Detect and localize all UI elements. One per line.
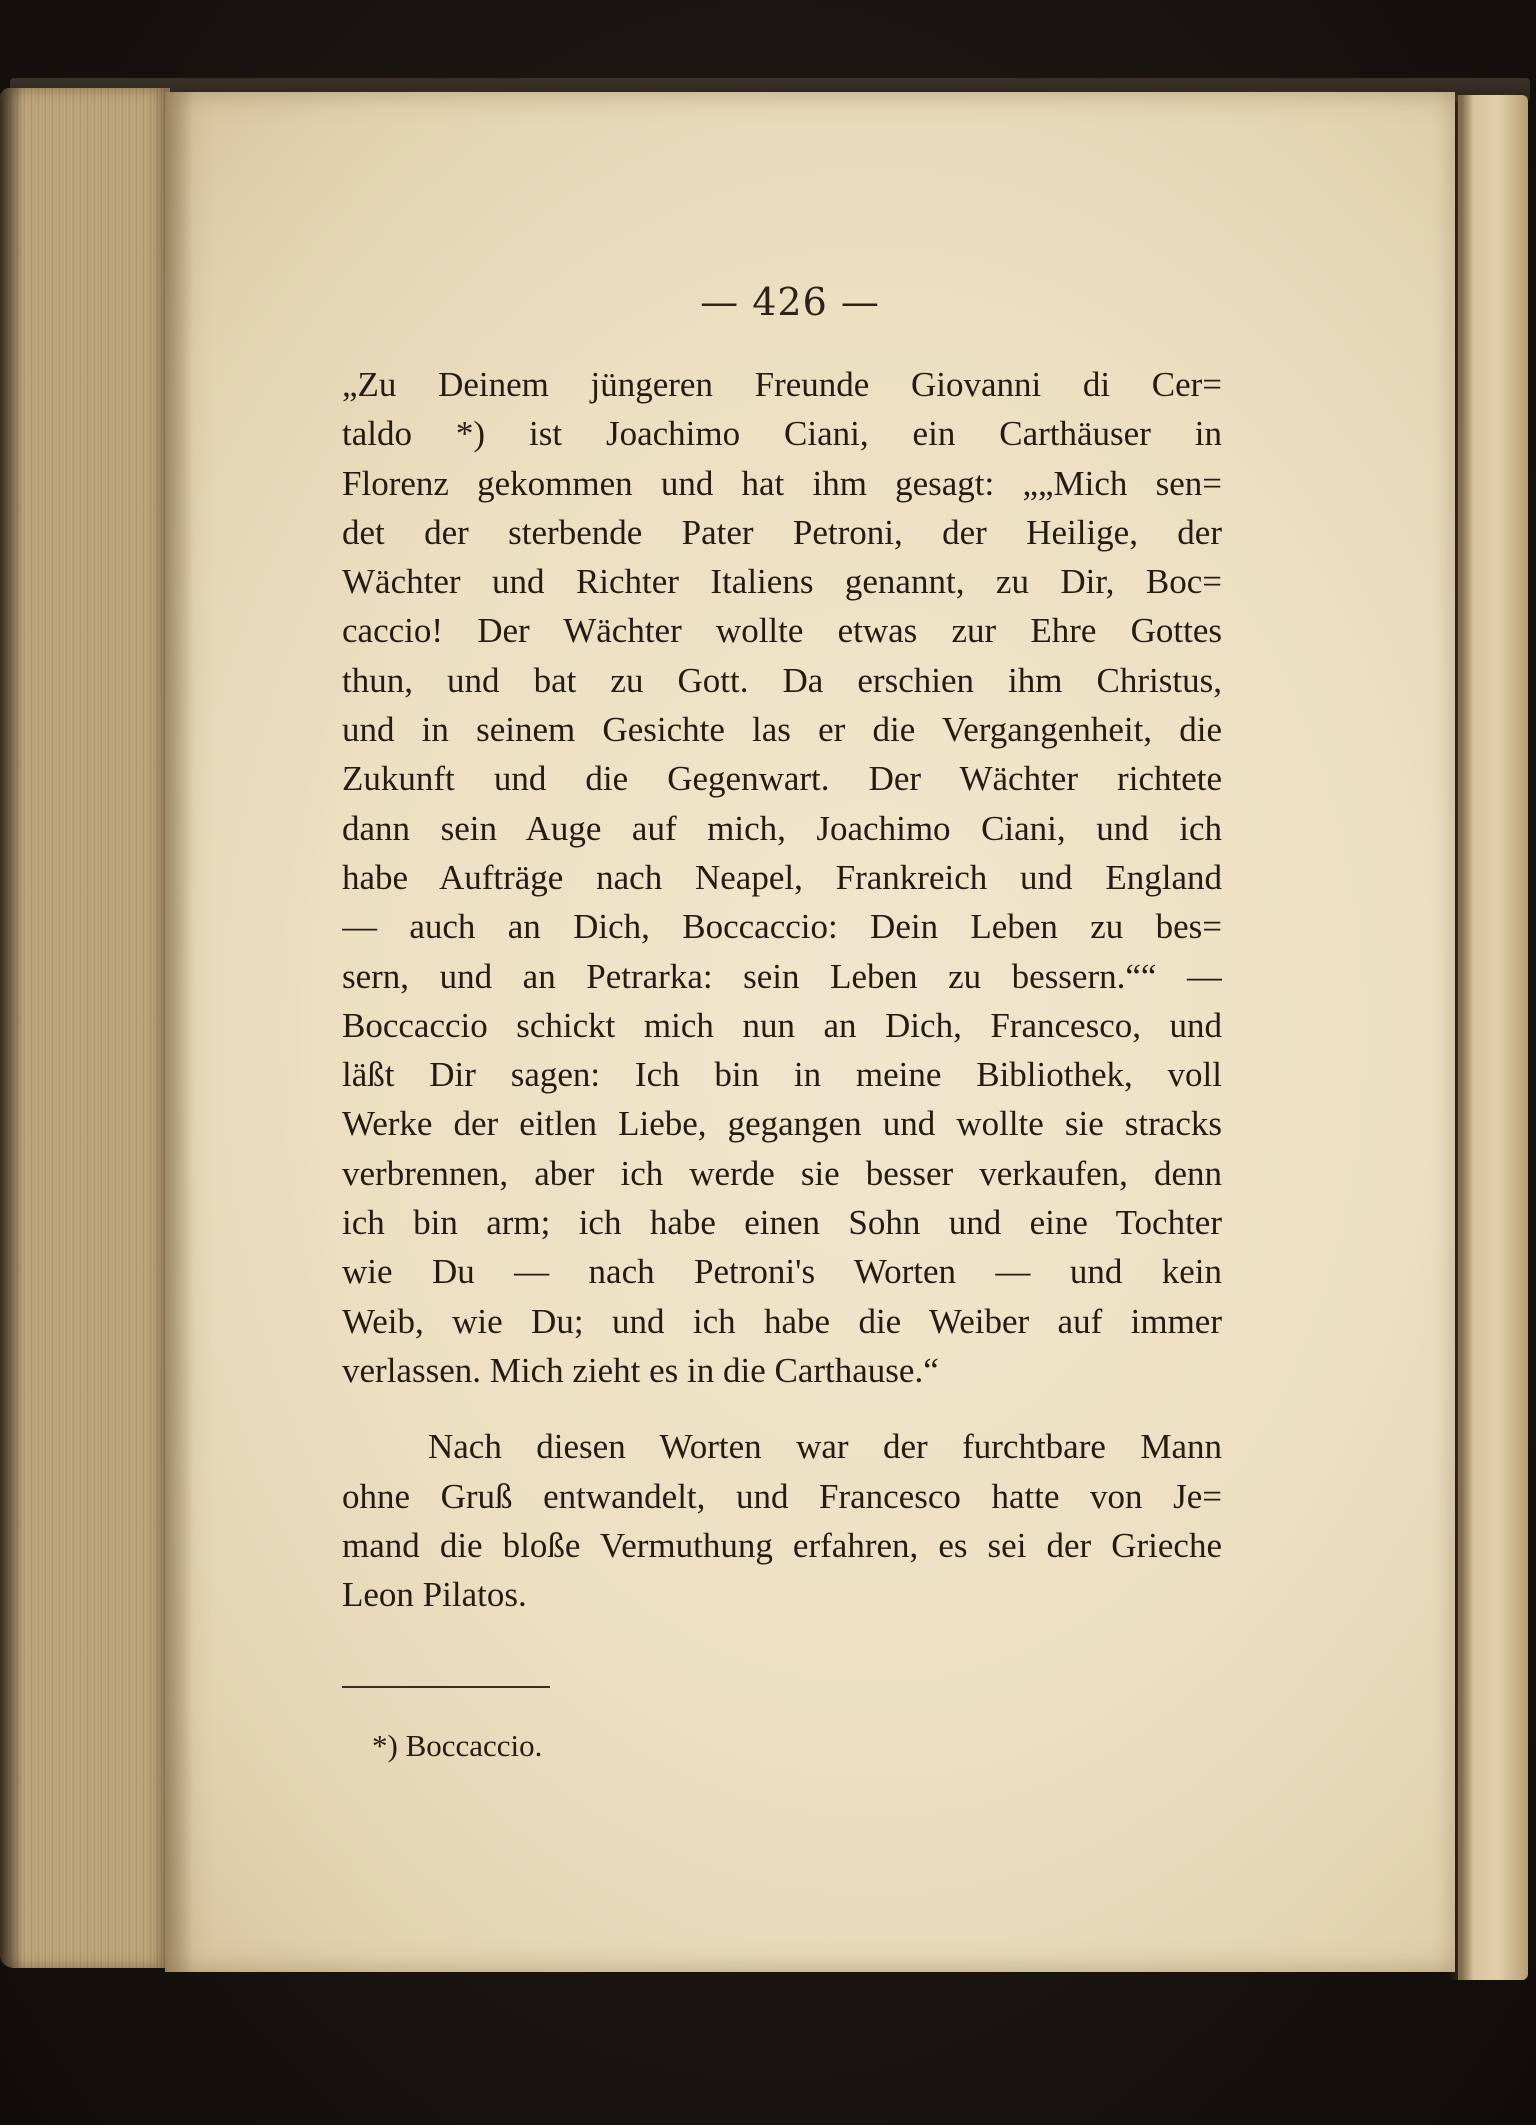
- text-line: Weib, wie Du; und ich habe die Weiber auf immer: [342, 1301, 1222, 1341]
- footnote: *) Boccaccio.: [372, 1728, 543, 1763]
- text-line: Florenz gekommen und hat ihm gesagt: „„Mich sen=: [342, 463, 1222, 503]
- text-line: sern, und an Petrarka: sein Leben zu bessern.““ —: [342, 956, 1222, 996]
- text-line: wie Du — nach Petroni's Worten — und kein: [342, 1252, 1222, 1292]
- footnote-rule: [342, 1686, 550, 1688]
- text-line: Boccaccio schickt mich nun an Dich, Francesco, und: [342, 1005, 1222, 1045]
- text-line: Nach diesen Worten war der furchtbare Mann: [428, 1427, 1222, 1467]
- text-line: verbrennen, aber ich werde sie besser verkaufen, denn: [342, 1153, 1222, 1193]
- text-line: läßt Dir sagen: Ich bin in meine Bibliothek, voll: [342, 1055, 1222, 1095]
- text-line: det der sterbende Pater Petroni, der Heilige, der: [342, 512, 1222, 552]
- text-line: taldo *) ist Joachimo Ciani, ein Carthäuser in: [342, 414, 1222, 454]
- text-line: Werke der eitlen Liebe, gegangen und wollte sie stracks: [342, 1104, 1222, 1144]
- text-line: habe Aufträge nach Neapel, Frankreich und England: [342, 857, 1222, 897]
- text-line: verlassen. Mich zieht es in die Carthause.“: [342, 1350, 939, 1390]
- text-line: mand die bloße Vermuthung erfahren, es sei der Grieche: [342, 1525, 1222, 1565]
- text-line: Wächter und Richter Italiens genannt, zu Dir, Boc=: [342, 562, 1222, 602]
- text-line: Leon Pilatos.: [342, 1575, 527, 1615]
- text-line: Zukunft und die Gegenwart. Der Wächter richtete: [342, 759, 1222, 799]
- text-line: dann sein Auge auf mich, Joachimo Ciani, und ich: [342, 808, 1222, 848]
- text-line: ich bin arm; ich habe einen Sohn und eine Tochter: [342, 1203, 1222, 1243]
- page-number: — 426 —: [700, 280, 880, 324]
- paragraph-gap: [342, 1395, 1222, 1422]
- text-line: ohne Gruß entwandelt, und Francesco hatte von Je=: [342, 1476, 1222, 1516]
- text-line: — auch an Dich, Boccaccio: Dein Leben zu bes=: [342, 907, 1222, 947]
- text-line: thun, und bat zu Gott. Da erschien ihm Christus,: [342, 660, 1222, 700]
- text-line: caccio! Der Wächter wollte etwas zur Ehre Gottes: [342, 611, 1222, 651]
- body-text: [342, 360, 1222, 1619]
- gutter-shadow: [165, 92, 193, 1972]
- text-line: und in seinem Gesichte las er die Vergangenheit, die: [342, 710, 1222, 750]
- page-stack-shadow: [0, 88, 24, 1968]
- page-stack-edge: [0, 88, 170, 1968]
- text-line: „Zu Deinem jüngeren Freunde Giovanni di Cer=: [342, 365, 1222, 404]
